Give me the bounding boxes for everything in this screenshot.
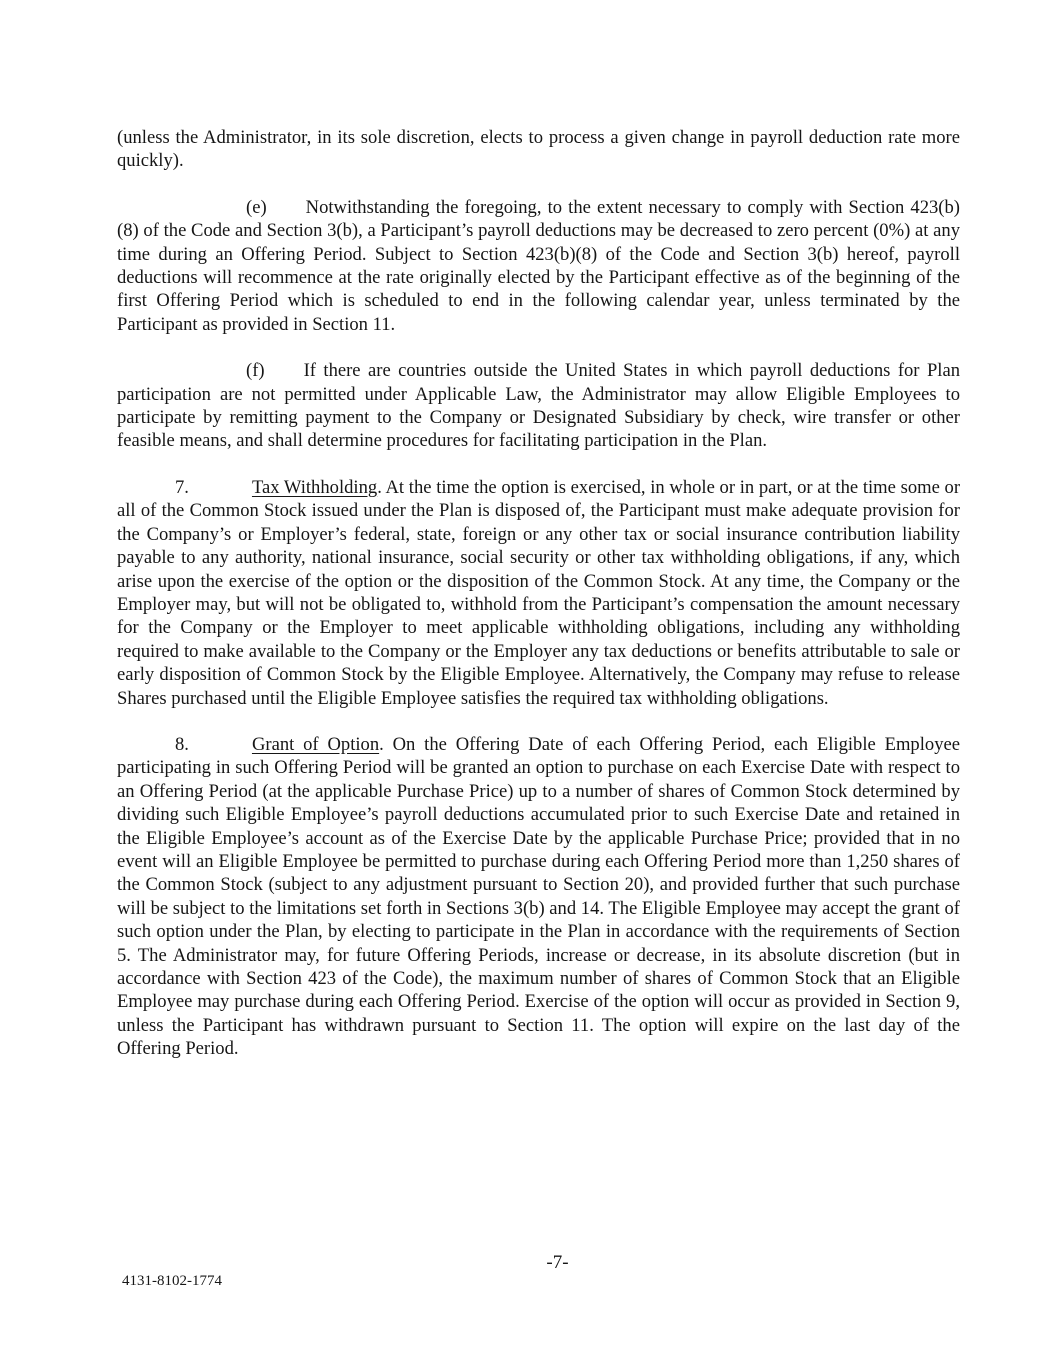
tab-spacer — [189, 749, 252, 750]
paragraph-continuation: (unless the Administrator, in its sole discretion, elects to process a given change in payroll deduction rate more quickly). — [117, 127, 960, 172]
tab-spacer — [265, 375, 304, 376]
paragraph-e-label: (e) — [246, 196, 267, 218]
tab-spacer — [267, 212, 306, 213]
paragraph-f-text: If there are countries outside the United States in which payroll deductions for Plan participation are not permitted under Applicable Law, the Administrator may allow Eligible Employees to participate by remitting payment to the Company or Designated Subsidiary by check, wire transfer or other feasible means, and shall determine procedures for facilitating participation in the Plan. — [117, 360, 960, 452]
section-7-number: 7. — [175, 476, 189, 498]
section-7-text: . At the time the option is exercised, in whole or in part, or at the time some or all of the Common Stock issued under the Plan is disposed of, the Participant must make adequate provision for the Company’s or Employer’s federal, state, foreign or any other tax or social insurance contribution liability payable to any authority, national insurance, social security or other tax withholding obligations, if any, which arise upon the exercise of the option or the disposition of the Common Stock. At any time, the Company or the Employer may, but will not be obligated to, withhold from the Participant’s compensation the amount necessary for the Company or the Employer to meet applicable withholding obligations, including any withholding required to make available to the Company or the Employer any tax deductions or benefits attributable to sale or early disposition of Common Stock by the Eligible Employee. Alternatively, the Company may refuse to release Shares purchased until the Eligible Employee satisfies the required tax withholding obligations. — [117, 476, 961, 709]
paragraph-f-label: (f) — [246, 360, 265, 382]
paragraph-e — [117, 196, 960, 336]
section-8-number: 8. — [175, 733, 189, 755]
section-8-heading: Grant of Option — [251, 733, 380, 755]
document-body — [117, 126, 960, 1084]
section-7-tax-withholding — [117, 476, 960, 710]
section-8-grant-of-option — [117, 733, 960, 1061]
paragraph-e-text: Notwithstanding the foregoing, to the extent necessary to comply with Section 423(b)(8) of the Code and Section 3(b), a Participant’s payroll deductions may be decreased to zero percent (0%) at any time during an Offering Period. Subject to Section 423(b)(8) of the Code and Section 3(b) hereof, payroll deductions will recommence at the rate originally elected by the Participant effective as of the beginning of the first Offering Period which is scheduled to end in the following calendar year, unless terminated by the Participant as provided in Section 11. — [117, 196, 960, 335]
page-number: -7- — [546, 1252, 569, 1273]
tab-spacer — [189, 492, 252, 493]
paragraph-f — [117, 359, 960, 453]
section-7-heading: Tax Withholding — [251, 476, 378, 498]
section-8-text: . On the Offering Date of each Offering Period, each Eligible Employee participating in such Offering Period will be granted an option to purchase on each Exercise Date with respect to an Offering Period (at the applicable Purchase Price) up to a number of shares of Common Stock determined by dividing such Eligible Employee’s payroll deductions accumulated prior to such Exercise Date and retained in the Eligible Employee’s account as of the Exercise Date by the applicable Purchase Price; provided that in no event will an Eligible Employee be permitted to purchase during each Offering Period more than 1,250 shares of the Common Stock (subject to any adjustment pursuant to Section 20), and provided further that such purchase will be subject to the limitations set forth in Sections 3(b) and 14. The Eligible Employee may accept the grant of such option under the Plan, by electing to participate in the Plan in accordance with the requirements of Section 5. The Administrator may, for future Offering Periods, increase or decrease, in its absolute discretion (but in accordance with Section 423 of the Code), the maximum number of shares of Common Stock that an Eligible Employee may purchase during each Offering Period. Exercise of the option will occur as provided in Section 9, unless the Participant has withdrawn pursuant to Section 11. The option will expire on the last day of the Offering Period. — [117, 733, 960, 1060]
document-id-number: 4131-8102-1774 — [122, 1273, 222, 1289]
